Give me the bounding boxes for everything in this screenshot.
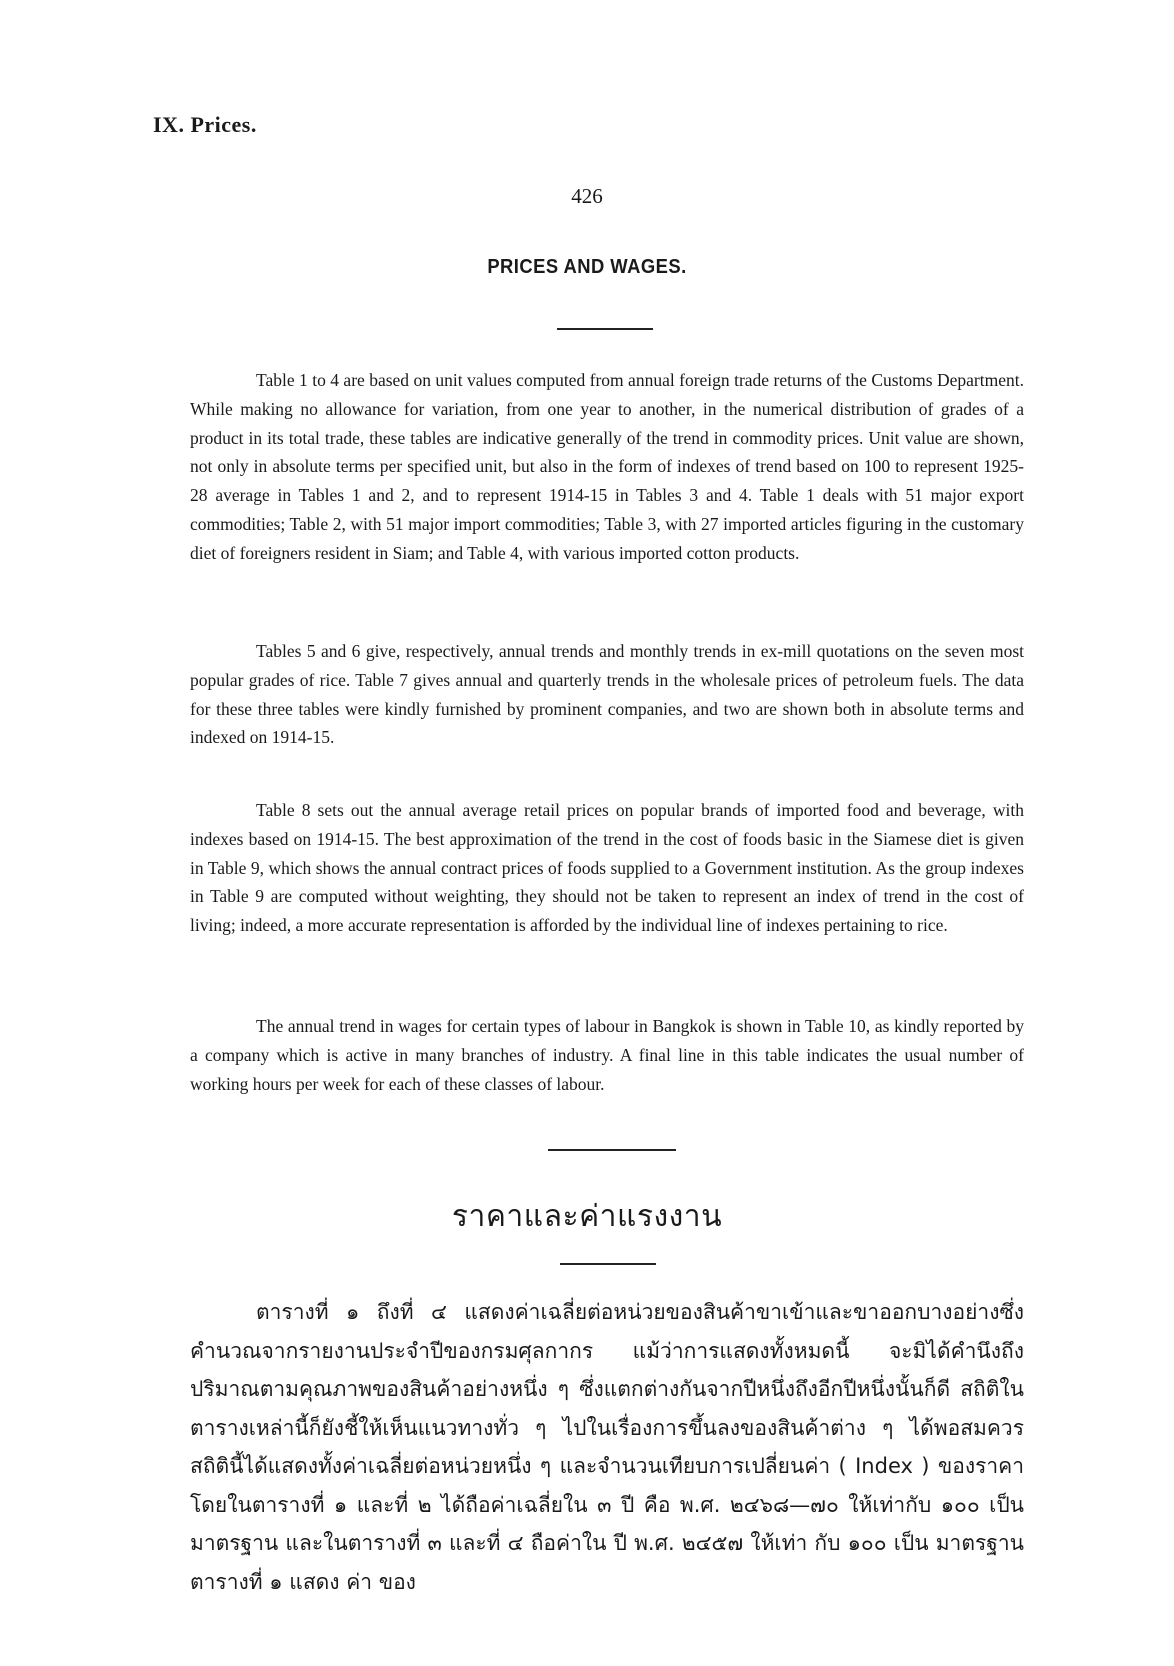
page-number: 426 xyxy=(571,184,603,208)
paragraph-text: The annual trend in wages for certain types of labour in Bangkok is shown in Table 10, as kindly reported by a company which is active in many branches of industry. A final line in this table indicates the usual number of working hours per week for each of these classes of labour. xyxy=(190,1016,1024,1094)
section-label: IX. Prices. xyxy=(153,112,257,137)
title-divider xyxy=(557,328,653,330)
thai-title-divider xyxy=(560,1263,656,1265)
section-divider xyxy=(548,1149,676,1151)
thai-title: ราคาและค่าแรงงาน xyxy=(451,1199,723,1234)
paragraph-3 xyxy=(190,796,1024,940)
paragraph-2 xyxy=(190,637,1024,752)
paragraph-text: Tables 5 and 6 give, respectively, annual trends and monthly trends in ex-mill quotations on the seven most popular grades of rice. Table 7 gives annual and quarterly trends in the wholesale prices of petroleum fuels. The data for these three tables were kindly furnished by prominent companies, and two are shown both in absolute terms and indexed on 1914-15. xyxy=(190,641,1024,748)
paragraph-1 xyxy=(190,366,1024,568)
page-title: PRICES AND WAGES. xyxy=(487,256,687,278)
paragraph-text: Table 8 sets out the annual average retail prices on popular brands of imported food and beverage, with indexes based on 1914-15. The best approximation of the trend in the cost of foods basic in the Siamese diet is given in Table 9, which shows the annual contract prices of foods supplied to a Government institution. As the group indexes in Table 9 are computed without weighting, they should not be taken to represent an index of trend in the cost of living; indeed, a more accurate representation is afforded by the individual line of indexes pertaining to rice. xyxy=(190,800,1024,936)
paragraph-text: Table 1 to 4 are based on unit values computed from annual foreign trade returns of the Customs Department. While making no allowance for variation, from one year to another, in the numerical distribution of grades of a product in its total trade, these tables are indicative generally of the trend in commodity prices. Unit value are shown, not only in absolute terms per specified unit, but also in the form of indexes of trend based on 100 to represent 1925-28 average in Tables 1 and 2, and to represent 1914-15 in Tables 3 and 4. Table 1 deals with 51 major export commodities; Table 2, with 51 major import commodities; Table 3, with 27 imported articles figuring in the customary diet of foreigners resident in Siam; and Table 4, with various imported cotton products. xyxy=(190,370,1024,563)
paragraph-4 xyxy=(190,1012,1024,1098)
thai-paragraph: ตารางที่ ๑ ถึงที่ ๔ แสดงค่าเฉลี่ยต่อหน่วยของสินค้าขาเข้าและขาออกบางอย่างซึ่งคำนวณจากรายงานประจำปีของกรมศุลกากร แม้ว่าการแสดงทั้งหมดนี้ จะมิได้คำนึงถึงปริมาณตามคุณภาพของสินค้าอย่างหนึ่ง ๆ ซึ่งแตกต่างกันจากปีหนึ่งถึงอีกปีหนึ่งนั้นก็ดี สถิติในตารางเหล่านี้ก็ยังชี้ให้เห็นแนวทางทั่ว ๆ ไปในเรื่องการขึ้นลงของสินค้าต่าง ๆ ได้พอสมควร สถิตินี้ได้แสดงทั้งค่าเฉลี่ยต่อหน่วยหนึ่ง ๆ และจำนวนเทียบการเปลี่ยนค่า ( Index ) ของราคา โดยในตารางที่ ๑ และที่ ๒ ได้ถือค่าเฉลี่ยใน ๓ ปี คือ พ.ศ. ๒๔๖๘—๗๐ ให้เท่ากับ ๑๐๐ เป็นมาตรฐาน และในตารางที่ ๓ และที่ ๔ ถือค่าใน ปี พ.ศ. ๒๔๕๗ ให้เท่า กับ ๑๐๐ เป็น มาตรฐาน ตารางที่ ๑ แสดง ค่า ของ xyxy=(190,1300,1024,1594)
